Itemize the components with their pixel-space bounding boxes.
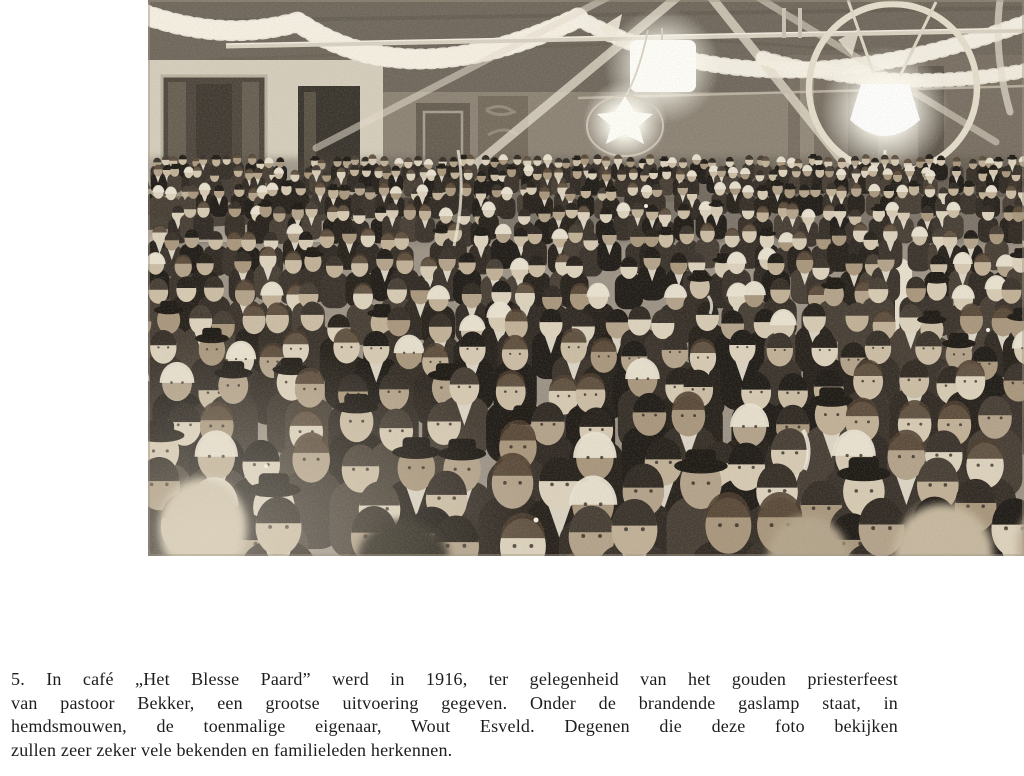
photo-canvas (148, 0, 1024, 556)
caption-line: 5. In café „Het Blesse Paard” werd in 1916, ter gelegenheid van het gouden priesterfeest (11, 669, 898, 689)
photo-caption (11, 668, 898, 762)
caption-line: van pastoor Bekker, een grootse uitvoering gegeven. Onder de brandende gaslamp staat, in (11, 692, 898, 713)
caption-line: zullen zeer zeker vele bekenden en familieleden herkennen. (11, 739, 453, 760)
historic-photo (148, 0, 1024, 556)
caption-line: hemdsmouwen, de toenmalige eigenaar, Wout Esveld. Degenen die deze foto bekijken (11, 716, 898, 736)
photo-grain-light (148, 0, 1024, 556)
